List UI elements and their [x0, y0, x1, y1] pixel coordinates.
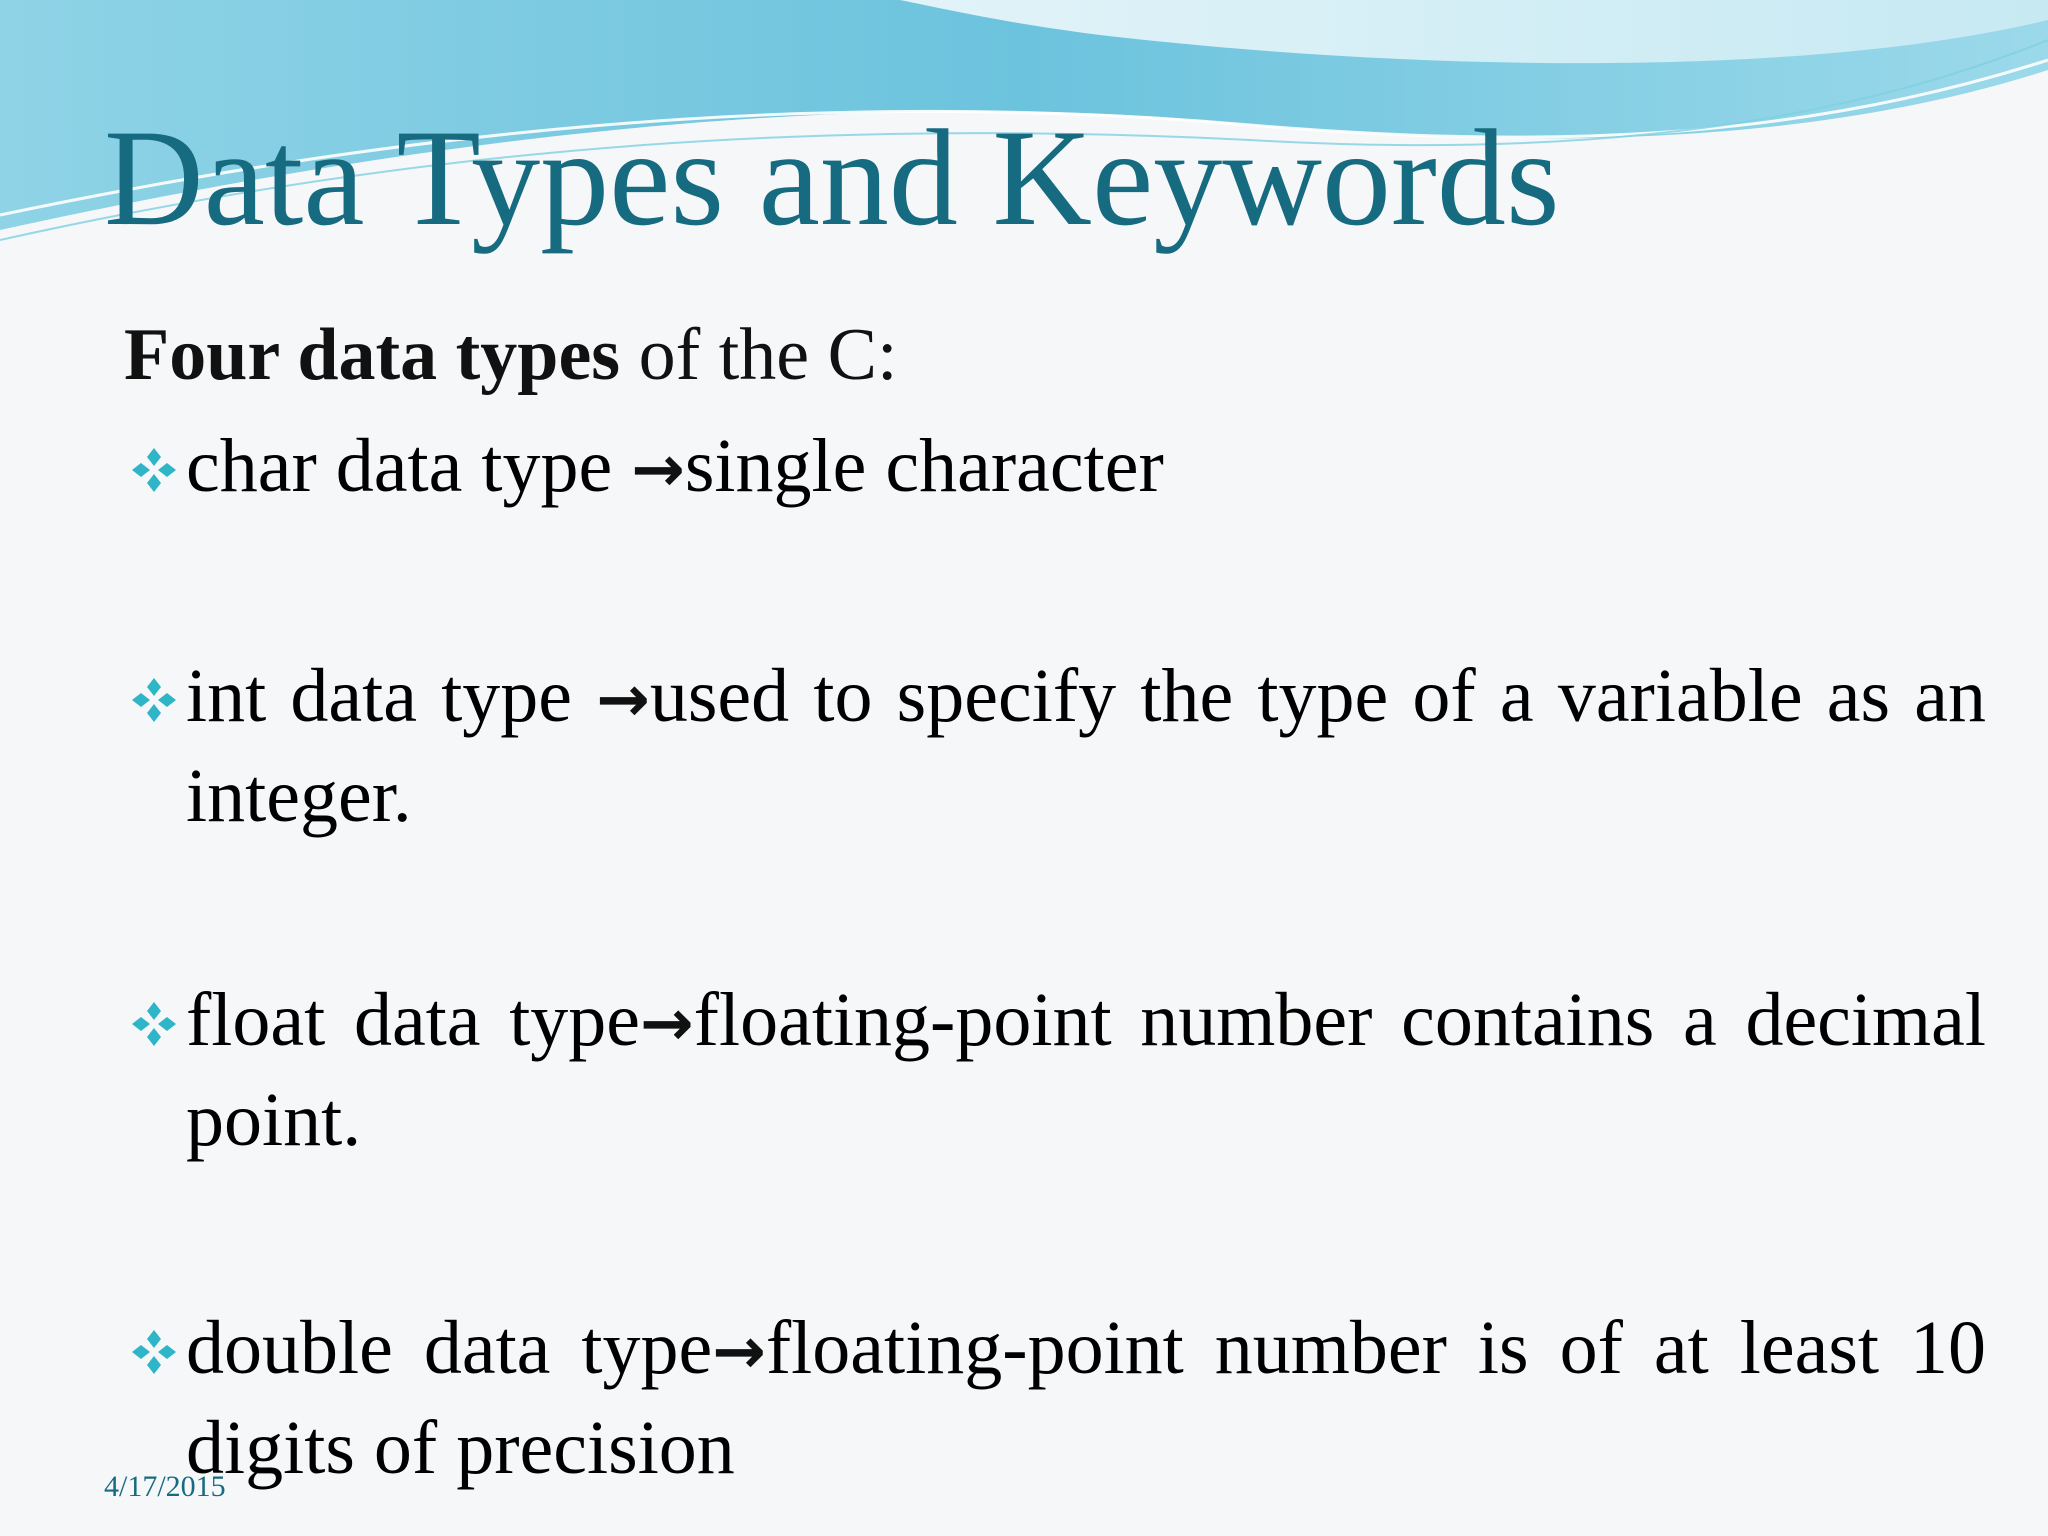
list-item-char — [124, 418, 1986, 518]
right-arrow-icon: → — [640, 987, 694, 1061]
list-item-float — [124, 972, 1986, 1168]
slide-body — [124, 300, 1924, 410]
item-term: double data type — [186, 1306, 713, 1390]
four-diamond-bullet-icon — [128, 1326, 180, 1378]
item-term: char data type — [186, 424, 632, 508]
item-description: used to specify the type of a variable as an integer. — [186, 654, 1986, 838]
item-description: floating-point number is of at least 10 digits of precision — [186, 1306, 1986, 1490]
slide-title: Data Types and Keywords — [104, 101, 1560, 254]
intro-line — [124, 300, 1924, 410]
right-arrow-icon: → — [631, 433, 685, 507]
item-term: float data type — [186, 978, 641, 1062]
list-item-int — [124, 648, 1986, 844]
list-item-double — [124, 1300, 1986, 1496]
item-term: int data type — [186, 654, 597, 738]
four-diamond-bullet-icon — [128, 444, 180, 496]
slide-date: 4/17/2015 — [104, 1470, 226, 1503]
four-diamond-bullet-icon — [128, 998, 180, 1050]
intro-bold: Four data types — [124, 314, 621, 396]
item-description: floating-point number contains a decimal point. — [186, 978, 1986, 1162]
intro-rest: of the C: — [620, 314, 898, 396]
item-description: single character — [684, 424, 1164, 508]
right-arrow-icon: → — [596, 663, 650, 737]
right-arrow-icon: → — [712, 1315, 766, 1389]
four-diamond-bullet-icon — [128, 674, 180, 726]
